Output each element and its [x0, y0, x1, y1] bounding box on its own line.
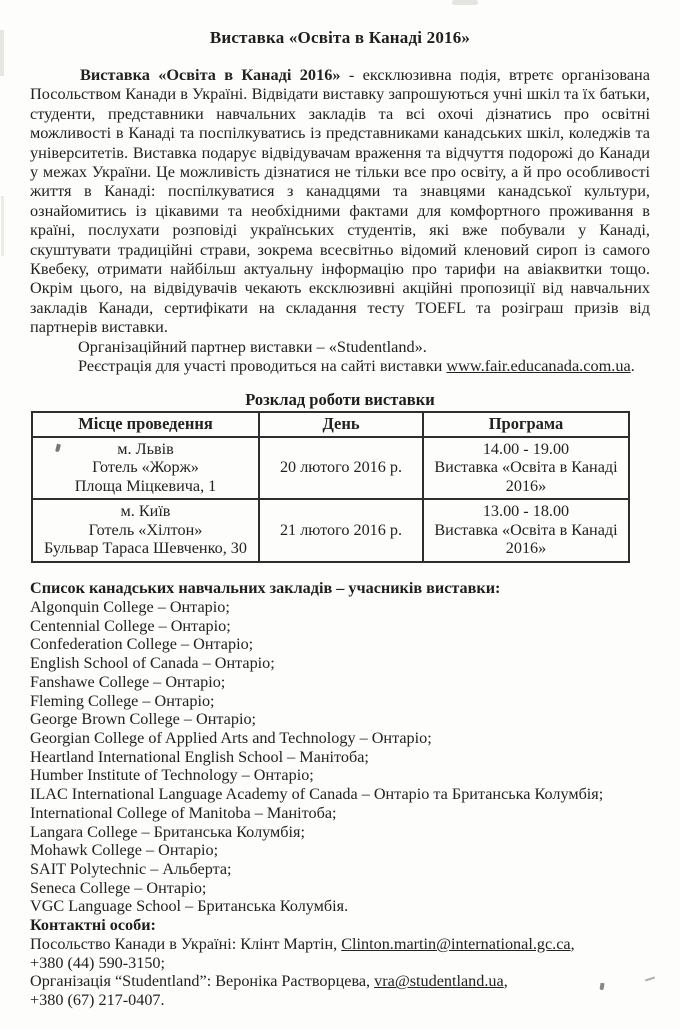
program-time: 13.00 - 18.00 — [482, 502, 570, 521]
intro-body-text: - ексклюзивна подія, втретє організована Посольством Канади в Україні. Відвідати виставку запрошуються учні шкіл та їх батьки, студенти, представники навчальних закладів та всі охочі дізнатись про освітні можливості в Канаді та поспілкуватись із представниками канадських шкіл, коледжів та університетів. Виставка подарує відвідувачам враження та відчуття подорожі до Канади у межах України. Це можливість дізнатися не тільки все про освіту, а й про особливості життя в Канаді: поспілкуватися з канадцями та знавцями канадської культури, ознайомитись із цікавими та необхідними фактами для комфортного проживання в країні, послухати розповіді українських студентів, які вже побували у Канаді, скуштувати традиційні страви, зокрема всесвітньо відомий кленовий сироп із самого Квебеку, отримати найбільш актуальну інформацію про тарифи на авіаквитки тощо. Окрім цього, на відвідувачів чекають ексклюзивні акційні пропозиції від навчальних закладів Канади, сертифікати на складання тесту TOEFL та розіграш призів від партнерів виставки. — [30, 65, 650, 337]
studentland-contact-line — [30, 972, 650, 991]
participant-item: Georgian College of Applied Arts and Technology – Онтаріо; — [30, 728, 432, 747]
place-city: м. Львів — [117, 439, 174, 458]
studentland-email-suffix: , — [503, 972, 508, 991]
doc-title: Виставка «Освіта в Канаді 2016» — [209, 28, 471, 47]
embassy-contact-line — [30, 935, 650, 954]
participant-item: English School of Canada – Онтаріо; — [30, 654, 275, 673]
participant-item: International College of Manitoba – Манітоба; — [30, 803, 337, 822]
program-name: Виставка «Освіта в Канаді 2016» — [434, 458, 618, 495]
schedule-title: Розклад роботи виставки — [245, 389, 435, 409]
intro-paragraph — [30, 65, 650, 337]
participant-item: Confederation College – Онтаріо; — [30, 635, 254, 654]
participant-item: George Brown College – Онтаріо; — [30, 710, 257, 729]
column-header-day: День — [259, 412, 423, 437]
participant-item: Humber Institute of Technology – Онтаріо; — [30, 766, 314, 785]
program-name: Виставка «Освіта в Канаді 2016» — [434, 520, 618, 558]
contacts-section — [30, 916, 650, 1010]
program-time: 14.00 - 19.00 — [482, 439, 570, 458]
partner-line: Організаційний партнер виставки – «Studentland». — [78, 336, 427, 356]
participant-item: Centennial College – Онтаріо; — [30, 616, 231, 635]
embassy-phone: +380 (44) 590-3150; — [30, 953, 166, 972]
program-cell — [423, 499, 629, 562]
column-header-program: Програма — [423, 412, 629, 437]
schedule-row-kyiv — [32, 499, 629, 562]
participant-item: Seneca College – Онтаріо; — [30, 878, 207, 897]
participant-item: Mohawk College – Онтаріо; — [30, 841, 219, 860]
embassy-email-suffix: , — [570, 935, 575, 954]
embassy-contact-text: Посольство Канади в Україні: Клінт Мартін, — [30, 935, 342, 954]
registration-line — [30, 356, 650, 375]
place-hotel: Готель «Жорж» — [92, 458, 199, 477]
participants-heading: Список канадських навчальних закладів – учасників виставки: — [30, 579, 501, 598]
program-cell — [423, 437, 629, 500]
participant-item: Fanshawe College – Онтаріо; — [30, 672, 226, 691]
participant-item: Langara College – Британська Колумбія; — [30, 822, 305, 841]
participant-item: SAIT Polytechnic – Альберта; — [30, 859, 232, 878]
studentland-email-link[interactable]: vra@studentland.ua — [374, 972, 504, 991]
contacts-heading: Контактні особи: — [30, 916, 156, 935]
participant-item: Heartland International English School – Манітоба; — [30, 747, 369, 766]
schedule-header-row — [32, 412, 629, 437]
registration-text: Реєстрація для участі проводиться на сайті виставки — [78, 356, 447, 376]
registration-suffix: . — [630, 356, 635, 376]
place-cell — [32, 499, 259, 562]
place-address: Бульвар Тараса Шевченко, 30 — [44, 539, 247, 558]
participant-item: VGC Language School – Британська Колумбія. — [30, 897, 349, 916]
participant-item: Algonquin College – Онтаріо; — [30, 598, 230, 617]
intro-bold-lead: Виставка «Освіта в Канаді 2016» — [80, 65, 341, 84]
registration-link[interactable]: www.fair.educanada.com.ua — [446, 356, 631, 376]
participant-item: ILAC International Language Academy of Canada – Онтаріо та Британська Колумбія; — [30, 785, 604, 804]
day-cell: 20 лютого 2016 р. — [259, 437, 423, 500]
studentland-contact-text: Організація “Studentland”: Вероніка Растворцева, — [30, 972, 375, 991]
place-address: Площа Міцкевича, 1 — [74, 476, 217, 495]
schedule-row-lviv — [32, 437, 629, 500]
participant-item: Fleming College – Онтаріо; — [30, 691, 215, 710]
column-header-place: Місце проведення — [32, 412, 259, 437]
place-cell — [32, 437, 259, 500]
schedule-table — [31, 411, 630, 564]
studentland-phone: +380 (67) 217-0407. — [30, 991, 165, 1010]
place-hotel: Готель «Хілтон» — [88, 520, 203, 539]
day-cell: 21 лютого 2016 р. — [259, 499, 423, 562]
participants-section — [30, 579, 650, 916]
place-city: м. Київ — [120, 502, 171, 521]
embassy-email-link[interactable]: Clinton.martin@international.gc.ca — [341, 935, 571, 954]
